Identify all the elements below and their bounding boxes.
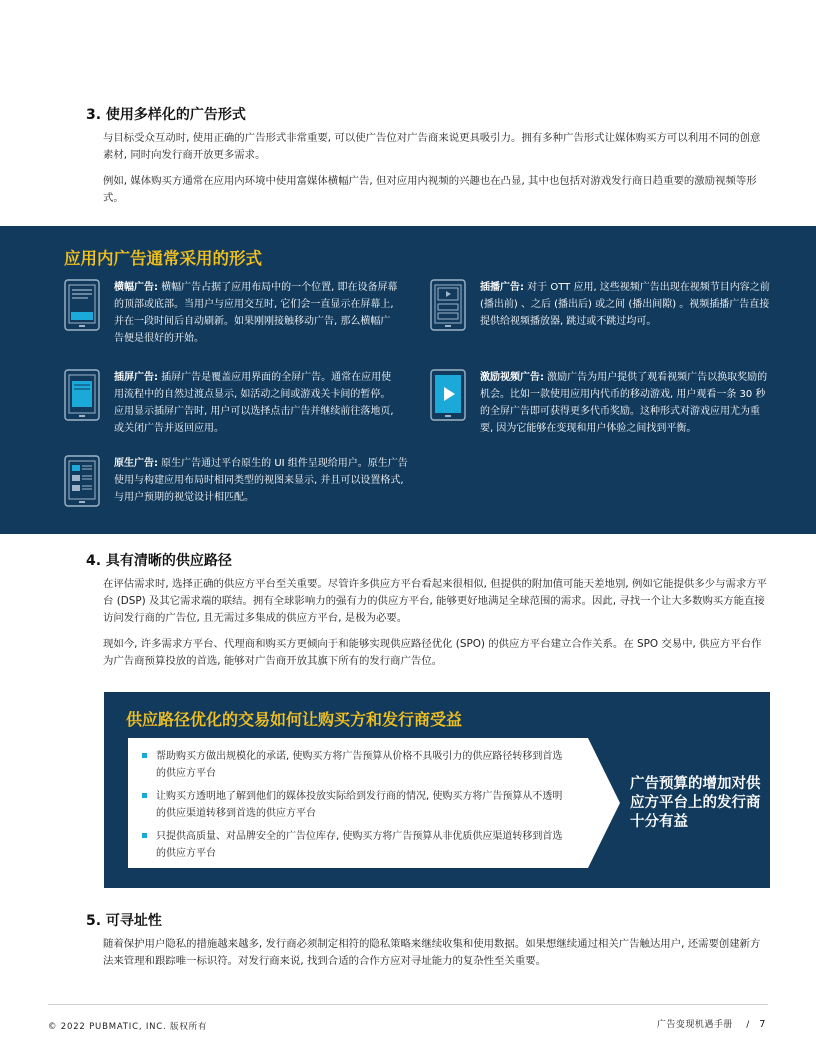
section-supply-path xyxy=(86,552,770,679)
ad-format-interstitial xyxy=(64,369,400,437)
ad-format-banner xyxy=(64,279,400,347)
footer-meta xyxy=(657,1017,766,1030)
section-heading: 4. 具有清晰的供应路径 xyxy=(86,553,232,569)
bullet-square-icon xyxy=(142,793,147,798)
paragraph: 例如, 媒体购买方通常在应用内环境中使用富媒体横幅广告, 但对应用内视频的兴趣也在凸显, 其中也包括对游戏发行商日趋重要的激励视频等形式。 xyxy=(103,175,757,204)
section-heading: 3. 使用多样化的广告形式 xyxy=(86,107,246,123)
ad-term: 插屏广告: xyxy=(114,372,158,383)
list-item: 让购买方透明地了解到他们的媒体投放实际给到发行商的情况, 使购买方将广告预算从不透明的供应渠道转移到首选的供应方平台 xyxy=(140,788,570,822)
footer-copyright: © 2022 PUBMATIC, INC. 版权所有 xyxy=(48,1022,208,1032)
phone-interstitial-icon xyxy=(64,369,100,421)
band-title: 应用内广告通常采用的形式 xyxy=(64,249,262,268)
ad-desc: 插屏广告是覆盖应用界面的全屏广告。通常在应用使用流程中的自然过渡点显示, 如活动之间或游戏关卡间的暂停。应用显示插屏广告时, 用户可以选择点击广告并继续前往落地页, 或关闭广告并返回应用。 xyxy=(114,372,394,434)
ad-term: 横幅广告: xyxy=(114,282,158,293)
spo-title: 供应路径优化的交易如何让购买方和发行商受益 xyxy=(126,710,463,729)
paragraph: 随着保护用户隐私的措施越来越多, 发行商必须制定相符的隐私策略来继续收集和使用数据。如果想继续通过相关广告触达用户, 还需要创建新方法来管理和跟踪唯一标识符。对发行商来说, 找到合适的合作方应对寻址能力的复杂性至关重要。 xyxy=(103,938,761,967)
spo-callout: 广告预算的增加对供应方平台上的发行商十分有益 xyxy=(630,776,761,830)
phone-rewarded-video-icon xyxy=(430,369,466,421)
ad-term: 激励视频广告: xyxy=(480,372,544,383)
footer-separator: / xyxy=(746,1020,750,1030)
section-heading: 5. 可寻址性 xyxy=(86,913,162,929)
ad-format-rewarded xyxy=(430,369,770,437)
list-item: 帮助购买方做出规模化的承诺, 使购买方将广告预算从价格不具吸引力的供应路径转移到首选的供应方平台 xyxy=(140,748,570,782)
footer-doc-title: 广告变现机遇手册 xyxy=(656,1020,733,1030)
ad-format-instream xyxy=(430,279,770,331)
section-addressability xyxy=(86,912,770,979)
bullet-square-icon xyxy=(142,833,147,838)
spo-bullet-list xyxy=(140,748,570,868)
ad-desc: 对于 OTT 应用, 这些视频广告出现在视频节目内容之前 (播出前) 、之后 (播出后) 或之间 (播出间隙) 。视频插播广告直接提供给视频播放器, 跳过或不跳过均可。 xyxy=(480,282,770,327)
ad-desc: 激励广告为用户提供了观看视频广告以换取奖励的机会。比如一款使用应用内代币的移动游戏, 用户观看一条 30 秒的全屏广告即可获得更多代币奖励。这种形式对游戏应用尤为重要, 因为它能够在变现和用户体验之间找到平衡。 xyxy=(480,372,768,434)
ad-desc: 横幅广告占据了应用布局中的一个位置, 即在设备屏幕的顶部或底部。当用户与应用交互时, 它们会一直显示在屏幕上, 并在一段时间后自动刷新。如果刚刚接触移动广告, 那么横幅广告便是很好的开始。 xyxy=(114,282,398,344)
paragraph: 现如今, 许多需求方平台、代理商和购买方更倾向于和能够实现供应路径优化 (SPO) 的供应方平台建立合作关系。在 SPO 交易中, 供应方平台作为广告商预算投放的首选, 能够对广告商开放其旗下所有的发行商广告位。 xyxy=(103,638,762,667)
section-ad-formats xyxy=(86,106,770,216)
paragraph: 在评估需求时, 选择正确的供应方平台至关重要。尽管许多供应方平台看起来很相似, 但提供的附加值可能天差地别, 例如它能提供多少与需求方平台 (DSP) 及其它需求端的联结。拥有全球影响力的强有力的供应方平台, 能够更好地满足全球范围的需求。因此, 寻找一个让大多数购买方能直接访问发行商的广告位, 且无需过多集成的供应方平台, 是极为必要。 xyxy=(103,578,768,624)
ad-term: 插播广告: xyxy=(480,282,524,293)
ad-format-native xyxy=(64,455,410,507)
ad-term: 原生广告: xyxy=(114,458,158,469)
phone-native-icon xyxy=(64,455,100,507)
list-item: 只提供高质量、对品牌安全的广告位库存, 使购买方将广告预算从非优质供应渠道转移到首选的供应方平台 xyxy=(140,828,570,862)
phone-banner-icon xyxy=(64,279,100,331)
page-number: 7 xyxy=(759,1019,766,1030)
bullet-square-icon xyxy=(142,753,147,758)
ad-desc: 原生广告通过平台原生的 UI 组件呈现给用户。原生广告使用与构建应用布局时相同类型的视图来显示, 并且可以设置格式, 与用户预期的视觉设计相匹配。 xyxy=(114,458,408,503)
paragraph: 与目标受众互动时, 使用正确的广告形式非常重要, 可以使广告位对广告商来说更具吸引力。拥有多种广告形式让媒体购买方可以利用不同的创意素材, 同时向发行商开放更多需求。 xyxy=(103,132,761,161)
phone-instream-icon xyxy=(430,279,466,331)
footer-divider xyxy=(48,1004,768,1005)
